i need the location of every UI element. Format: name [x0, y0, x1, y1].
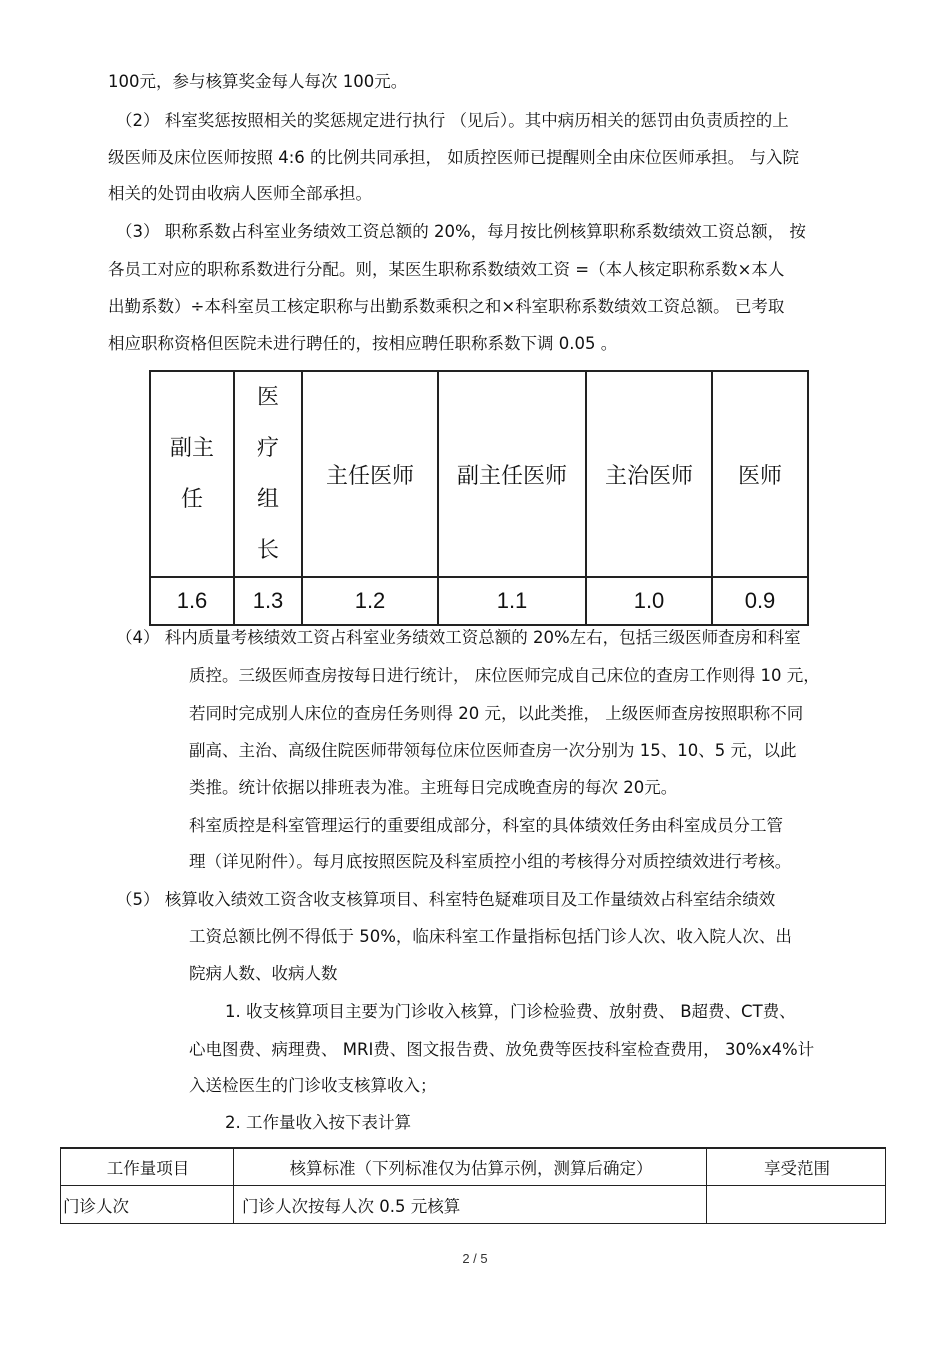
line-6: 各员工对应的职称系数进行分配。则，某医生职称系数绩效工资 =（本人核定职称系数×本人 [108, 260, 785, 279]
line-7: 出勤系数）÷本科室员工核定职称与出勤系数乘积之和×科室职称系数绩效工资总额。 已考取 [108, 297, 785, 316]
header-physician: 医师 [712, 371, 808, 577]
header-workload-item: 工作量项目 [61, 1148, 234, 1186]
line-9: （4） 科内质量考核绩效工资占科室业务绩效工资总额的 20%左右，包括三级医师查房和科室 [116, 628, 801, 647]
value-chief-physician: 1.2 [302, 577, 438, 625]
line-3: 级医师及床位医师按照 4:6 的比例共同承担， 如质控医师已提醒则全由床位医师承担。 与入院 [108, 148, 800, 167]
cell-scope [707, 1186, 886, 1224]
value-physician: 0.9 [712, 577, 808, 625]
line-11: 若同时完成别人床位的查房任务则得 20 元，以此类推， 上级医师查房按照职称不同 [189, 704, 804, 723]
line-21: 入送检医生的门诊收支核算收入； [189, 1076, 437, 1095]
line-12: 副高、主治、高级住院医师带领每位床位医师查房一次分别为 15、10、5 元，以此 [189, 741, 797, 760]
line-16: （5） 核算收入绩效工资含收支核算项目、科室特色疑难项目及工作量绩效占科室结余绩效 [116, 890, 776, 909]
value-associate-chief: 1.6 [150, 577, 234, 625]
value-group-leader: 1.3 [234, 577, 302, 625]
workload-header-row [61, 1148, 886, 1186]
header-scope: 享受范围 [707, 1148, 886, 1186]
line-4: 相关的处罚由收病人医师全部承担。 [108, 184, 372, 203]
cell-calculation-standard: 门诊人次按每人次 0.5 元核算 [234, 1186, 707, 1224]
line-15: 理（详见附件）。每月底按照医院及科室质控小组的考核得分对质控绩效进行考核。 [189, 852, 792, 871]
header-group-leader: 医疗组长 [234, 371, 302, 577]
header-chief-physician: 主任医师 [302, 371, 438, 577]
title-coefficient-table [149, 370, 809, 626]
line-10: 质控。三级医师查房按每日进行统计， 床位医师完成自己床位的查房工作则得 10 元， [189, 666, 820, 685]
line-19: 1. 收支核算项目主要为门诊收入核算，门诊检验费、放射费、 B超费、CT费、 [225, 1002, 796, 1021]
value-associate-chief-physician: 1.1 [438, 577, 586, 625]
line-2: （2） 科室奖惩按照相关的奖惩规定进行执行 （见后）。其中病历相关的惩罚由负责质控的上 [116, 111, 789, 130]
header-associate-chief-physician: 副主任医师 [438, 371, 586, 577]
line-20: 心电图费、病理费、 MRI费、图文报告费、放免费等医技科室检查费用， 30%x4%计 [189, 1040, 815, 1059]
cell-workload-item: 门诊人次 [61, 1186, 234, 1224]
table-row [61, 1186, 886, 1224]
header-associate-chief: 副主任 [150, 371, 234, 577]
line-22: 2. 工作量收入按下表计算 [225, 1113, 411, 1132]
header-calculation-standard: 核算标准（下列标准仅为估算示例，测算后确定） [234, 1148, 707, 1186]
workload-table [60, 1147, 886, 1224]
page-number: 2 / 5 [462, 1251, 488, 1266]
line-13: 类推。统计依据以排班表为准。主班每日完成晚查房的每次 20元。 [189, 778, 678, 797]
line-17: 工资总额比例不得低于 50%，临床科室工作量指标包括门诊人次、收入院人次、出 [189, 927, 792, 946]
value-attending-physician: 1.0 [586, 577, 712, 625]
line-18: 院病人数、收病人数 [189, 964, 338, 983]
line-14: 科室质控是科室管理运行的重要组成部分，科室的具体绩效任务由科室成员分工管 [189, 816, 783, 835]
line-5: （3） 职称系数占科室业务绩效工资总额的 20%，每月按比例核算职称系数绩效工资总额， 按 [116, 222, 806, 241]
line-1: 100元，参与核算奖金每人每次 100元。 [108, 72, 408, 91]
line-8: 相应职称资格但医院未进行聘任的，按相应聘任职称系数下调 0.05 。 [108, 334, 618, 353]
header-attending-physician: 主治医师 [586, 371, 712, 577]
